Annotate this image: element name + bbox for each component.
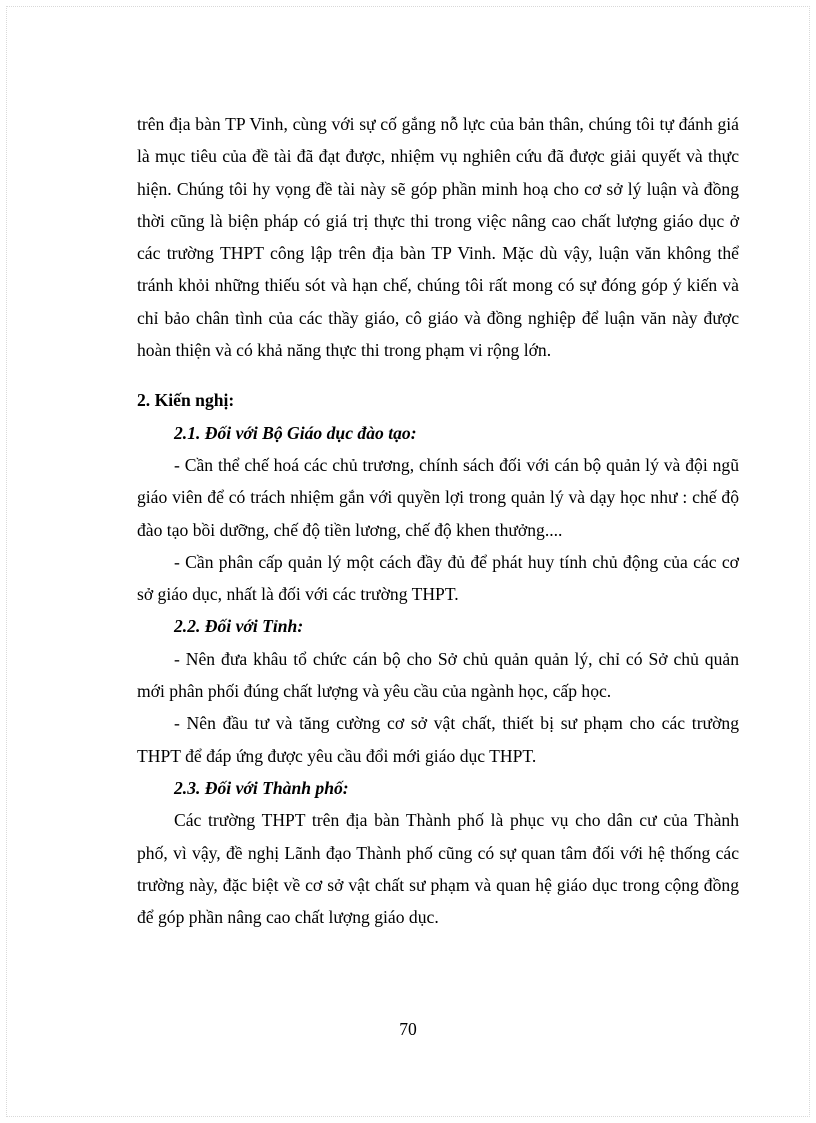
province-subheading: 2.2. Đối với Tỉnh: [174, 616, 304, 637]
ministry-item: - Cần phân cấp quản lý một cách đầy đủ để phát huy tính chủ động của các cơ sở giáo dục, nhất là đối với các trường THPT. [137, 551, 739, 605]
city-subheading: 2.3. Đối với Thành phố: [174, 777, 349, 798]
conclusion-paragraph: trên địa bàn TP Vinh, cùng với sự cố gắng nỗ lực của bản thân, chúng tôi tự đánh giá là mục tiêu của đề tài đã đạt được, nhiệm vụ nghiên cứu đã được giải quyết và thực hiện. Chúng tôi hy vọng đề tài này sẽ góp phần minh hoạ cho cơ sở lý luận và đồng thời cũng là biện pháp có giá trị thực thi trong việc nâng cao chất lượng giáo dục ở các trường THPT công lập trên địa bàn TP Vinh. Mặc dù vậy, luận văn không thể tránh khỏi những thiếu sót và hạn chế, chúng tôi rất mong có sự đóng góp ý kiến và chỉ bảo chân tình của các thầy giáo, cô giáo và đồng nghiệp để luận văn này được hoàn thiện và có khả năng thực thi trong phạm vi rộng lớn. [137, 114, 739, 361]
province-item: - Nên đầu tư và tăng cường cơ sở vật chất, thiết bị sư phạm cho các trường THPT để đáp ứng được yêu cầu đổi mới giáo dục THPT. [137, 713, 739, 766]
ministry-item: - Cần thể chế hoá các chủ trương, chính sách đối với cán bộ quản lý và đội ngũ giáo viên để có trách nhiệm gắn với quyền lợi trong quản lý và dạy học như : chế độ đào tạo bồi dưỡng, chế độ tiền lương, chế độ khen thưởng.... [137, 454, 739, 540]
recommendations-heading: 2. Kiến nghị: [137, 390, 235, 411]
city-paragraph: Các trường THPT trên địa bàn Thành phố là phục vụ cho dân cư của Thành phố, vì vậy, đề nghị Lãnh đạo Thành phố cũng có sự quan tâm đối với hệ thống các trường này, đặc biệt về cơ sở vật chất sư phạm và quan hệ giáo dục trong cộng đồng để góp phần nâng cao chất lượng giáo dục. [137, 810, 739, 928]
province-item: - Nên đưa khâu tổ chức cán bộ cho Sở chủ quản quản lý, chỉ có Sở chủ quản mới phân phối đúng chất lượng và yêu cầu của ngành học, cấp học. [137, 648, 739, 702]
ministry-subheading: 2.1. Đối với Bộ Giáo dục đào tạo: [174, 422, 417, 443]
page-number: 70 [399, 1019, 417, 1039]
document-body [137, 108, 739, 933]
section-gap [137, 366, 739, 384]
